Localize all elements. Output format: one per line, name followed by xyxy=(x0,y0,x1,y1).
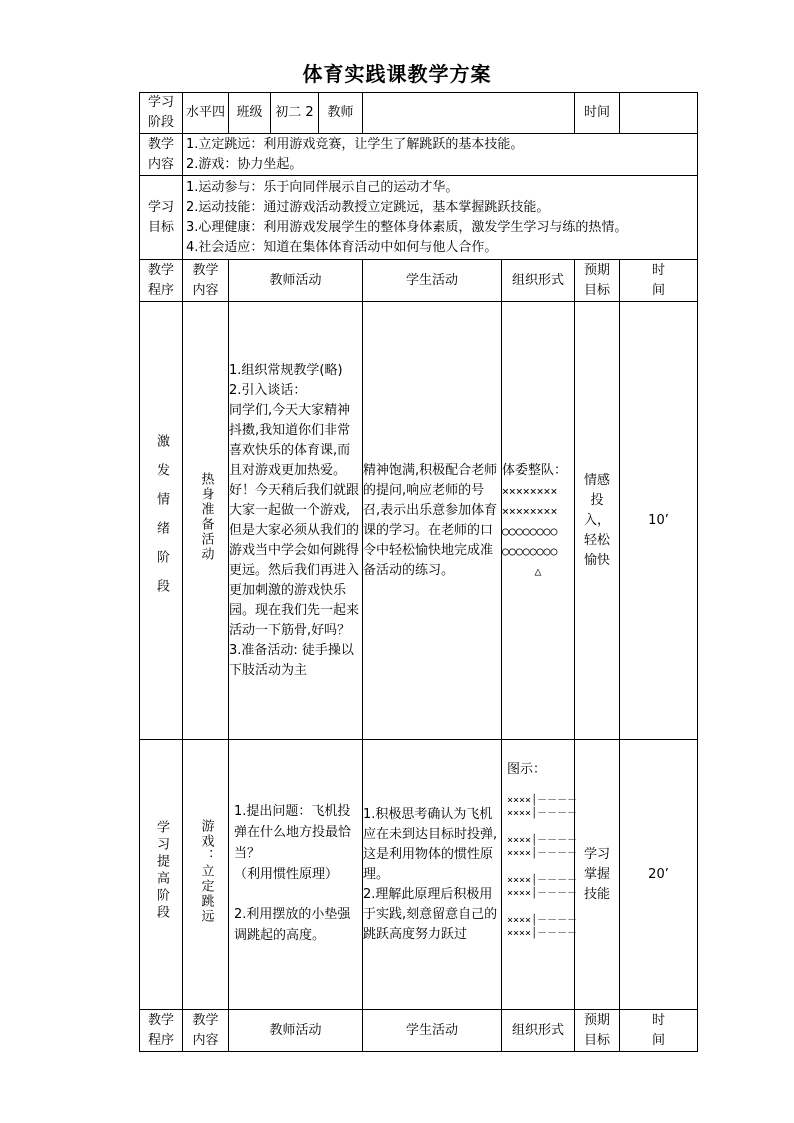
header-goal-line1: 预期 xyxy=(584,1012,611,1028)
header-content xyxy=(183,1010,229,1052)
info-row xyxy=(140,93,698,134)
stage1-row xyxy=(140,302,698,740)
goal-line: 3.心理健康：利用游戏发展学生的整体身体素质，激发学生学习与练的热情。 xyxy=(186,219,628,235)
header-time xyxy=(620,1010,698,1052)
header-procedure-line1: 教学 xyxy=(147,1012,174,1028)
header-organization: 组织形式 xyxy=(502,260,575,302)
header-row xyxy=(140,260,698,302)
teacher-line: 2.利用摆放的小垫强调跳起的高度。 xyxy=(234,907,351,944)
stage2-goal-cell: 学习掌握技能 xyxy=(575,740,620,1010)
student-line: 2.理解此原理后积极用于实践,刻意留意自己的跳跃高度努力跃过 xyxy=(363,886,498,942)
header-content-line2: 内容 xyxy=(192,1032,219,1048)
header-organization: 组织形式 xyxy=(502,1010,575,1052)
teacher-line: 1.组织常规教学(略) xyxy=(229,362,343,378)
header-time-line1: 时 xyxy=(652,262,666,278)
formation-row: ×××××××× xyxy=(502,503,558,518)
goals-label-line2: 目标 xyxy=(147,219,174,235)
stage1-time-cell: 10’ xyxy=(620,302,698,740)
diagram-group xyxy=(507,834,578,860)
stage2-student-cell xyxy=(363,740,502,1010)
header-student: 学生活动 xyxy=(363,260,502,302)
header-time-line2: 间 xyxy=(652,282,666,298)
formation-row: ○○○○○○○○ xyxy=(502,523,558,538)
goal-line: 4.社会适应：知道在集体体育活动中如何与他人合作。 xyxy=(186,239,498,255)
stage-label-cell xyxy=(140,93,183,134)
goals-text-cell xyxy=(183,176,698,260)
stage2-procedure-cell xyxy=(140,740,183,1010)
stage2-organization-cell xyxy=(502,740,578,1010)
stage1-student-cell: 精神饱满,积极配合老师的提问,响应老师的号召,表示出乐意参加体育课的学习。在老师的口令中轻松愉快地完成准备活动的练习。 xyxy=(363,302,502,740)
teacher-line: 2.引入谈话： xyxy=(229,382,307,398)
diagram-group xyxy=(507,794,578,820)
goals-row xyxy=(140,176,698,260)
teacher-value-cell xyxy=(363,93,575,134)
header-goal-line2: 目标 xyxy=(584,282,611,298)
header-teacher: 教师活动 xyxy=(229,260,363,302)
stage1-procedure-cell xyxy=(140,302,183,740)
content-line: 1.立定跳远：利用游戏竞赛，让学生了解跳跃的基本技能。 xyxy=(186,136,524,152)
goals-label-line1: 学习 xyxy=(147,199,174,215)
header-goal-line2: 目标 xyxy=(584,1032,611,1048)
stage-label-line2: 阶段 xyxy=(147,115,174,130)
header-procedure xyxy=(140,260,183,302)
page-title: 体育实践课教学方案 xyxy=(302,62,492,86)
stage2-row xyxy=(140,740,698,1010)
stage1-procedure: 激发情绪阶段 xyxy=(154,433,169,608)
diagram-row: ××××│－－－－ xyxy=(507,888,578,899)
header-procedure-line1: 教学 xyxy=(147,262,174,278)
formation-title: 体委整队： xyxy=(502,462,568,478)
header-goal-line1: 预期 xyxy=(584,262,611,278)
stage1-content-cell xyxy=(183,302,229,740)
formation-row: ×××××××× xyxy=(502,483,558,498)
content-line: 2.游戏：协力坐起。 xyxy=(186,156,303,172)
header-content-line1: 教学 xyxy=(192,1012,219,1028)
goals-label-cell xyxy=(140,176,183,260)
content-label-cell xyxy=(140,134,183,176)
diagram-group xyxy=(507,874,578,900)
goal-line: 2.运动技能：通过游戏活动教授立定跳远，基本掌握跳跃技能。 xyxy=(186,199,550,215)
stage1-teacher-cell xyxy=(229,302,363,740)
diagram-row: ××××│－－－－ xyxy=(507,808,578,819)
header-time-line1: 时 xyxy=(652,1012,666,1028)
diagram-row: ××××│－－－－ xyxy=(507,835,578,846)
stage2-time-cell: 20’ xyxy=(620,740,698,1010)
teacher-line: 1.提出问题：飞机投弹在什么地方投最恰当？ xyxy=(234,804,352,861)
goal-line: 1.运动参与：乐于向同伴展示自己的运动才华。 xyxy=(186,179,459,195)
teacher-line: （利用惯性原理） xyxy=(234,866,339,882)
student-line: 1.积极思考确认为飞机应在未到达目标时投弹,这是利用物体的惯性原理。 xyxy=(363,806,498,882)
header-procedure xyxy=(140,1010,183,1052)
stage-label-line1: 学习 xyxy=(147,95,174,110)
class-label-cell: 班级 xyxy=(229,93,271,134)
class-value-cell: 初二 2 xyxy=(271,93,319,134)
content-label-line2: 内容 xyxy=(147,156,174,172)
stage2-content: 游戏：立定跳远 xyxy=(198,818,214,924)
time-label-cell xyxy=(575,93,620,134)
header-content-line2: 内容 xyxy=(192,282,219,298)
lesson-plan-table xyxy=(139,92,698,1052)
level-cell: 水平四 xyxy=(183,93,229,134)
teacher-line: 同学们,今天大家精神抖擞,我知道你们非常喜欢快乐的体育课,而且对游戏更加热爱。 xyxy=(229,402,351,478)
header-teacher: 教师活动 xyxy=(229,1010,363,1052)
diagram-group xyxy=(507,914,578,940)
formation-row: ○○○○○○○○ xyxy=(502,543,558,558)
time-value-cell xyxy=(620,93,698,134)
diagram-row: ××××│－－－－ xyxy=(507,795,578,806)
diagram-title: 图示： xyxy=(507,762,547,777)
teacher-line: 3.准备活动: 徒手操以下肢活动为主 xyxy=(229,642,354,678)
stage2-content-cell xyxy=(183,740,229,1010)
time-label: 时间 xyxy=(584,105,611,120)
stage1-content: 热身准备活动 xyxy=(198,472,214,562)
teacher-line-spacer xyxy=(234,885,357,905)
diagram-row: ××××│－－－－ xyxy=(507,848,578,859)
stage1-organization-cell xyxy=(502,302,575,740)
content-row xyxy=(140,134,698,176)
header-content xyxy=(183,260,229,302)
stage2-procedure: 学习提高阶段 xyxy=(154,820,169,922)
header-time-line2: 间 xyxy=(652,1032,666,1048)
footer-header-row xyxy=(140,1010,698,1052)
header-goal xyxy=(575,260,620,302)
formation-leader: △ xyxy=(534,563,542,578)
header-content-line1: 教学 xyxy=(192,262,219,278)
header-procedure-line2: 程序 xyxy=(147,1032,174,1048)
header-student: 学生活动 xyxy=(363,1010,502,1052)
header-procedure-line2: 程序 xyxy=(147,282,174,298)
content-text-cell xyxy=(183,134,698,176)
diagram-row: ××××│－－－－ xyxy=(507,915,578,926)
stage1-goal-cell: 情感投入，轻松愉快 xyxy=(575,302,620,740)
header-goal xyxy=(575,1010,620,1052)
teacher-label-cell: 教师 xyxy=(319,93,363,134)
diagram-row: ××××│－－－－ xyxy=(507,928,578,939)
stage2-teacher-cell xyxy=(229,740,363,1010)
content-label-line1: 教学 xyxy=(147,136,174,152)
teacher-line: 好！今天稍后我们就跟大家一起做一个游戏,但是大家必须从我们的游戏当中学会如何跳得更远。然后我们再进入更加刺激的游戏快乐园。现在我们先一起来活动一下筋骨,好吗？ xyxy=(229,482,360,638)
diagram-row: ××××│－－－－ xyxy=(507,875,578,886)
header-time xyxy=(620,260,698,302)
